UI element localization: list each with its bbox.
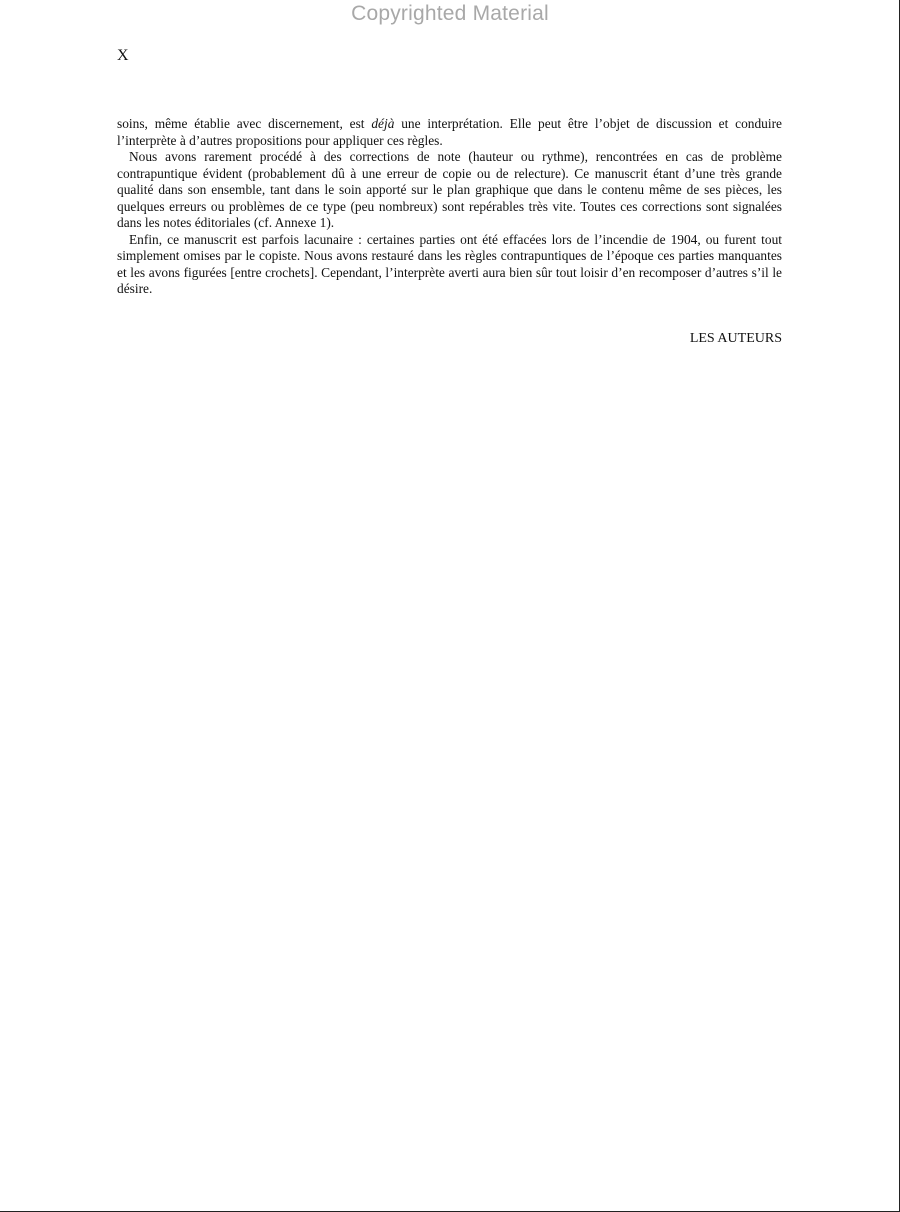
paragraph-1-italic: déjà — [371, 116, 395, 131]
page-number: X — [117, 47, 129, 64]
paragraph-1-end: une interprétation. Elle peut être l’objet de discussion et conduire l’interprète à d’autres propositions pour appliquer ces règles. — [117, 116, 782, 148]
paragraph-1 — [117, 116, 782, 149]
authors-signature: LES AUTEURS — [689, 331, 782, 346]
paragraph-3: Enfin, ce manuscrit est parfois lacunaire : certaines parties ont été effacées lors de l’incendie de 1904, ou furent tout simplement omises par le copiste. Nous avons restauré dans les règles contrapuntiques de l’époque ces parties manquantes et les avons figurées [entre crochets]. Cependant, l’interprète averti aura bien sûr tout loisir d’en recomposer d’autres s’il le désire. — [117, 231, 782, 296]
copyright-watermark: Copyrighted Material — [351, 2, 549, 25]
body-text — [117, 116, 782, 298]
paragraph-2: Nous avons rarement procédé à des corrections de note (hauteur ou rythme), rencontrées en cas de problème contrapuntique évident (probablement dû à une erreur de copie ou de relecture). Ce manuscrit étant d’une très grande qualité dans son ensemble, tant dans le soin apporté sur le plan graphique que dans le contenu même de ses pièces, les quelques erreurs ou problèmes de ce type (peu nombreux) sont repérables très vite. Toutes ces corrections sont signalées dans les notes éditoriales (cf. Annexe 1). — [117, 149, 782, 230]
paragraph-1-start: soins, même établie avec discernement, est — [117, 116, 372, 131]
